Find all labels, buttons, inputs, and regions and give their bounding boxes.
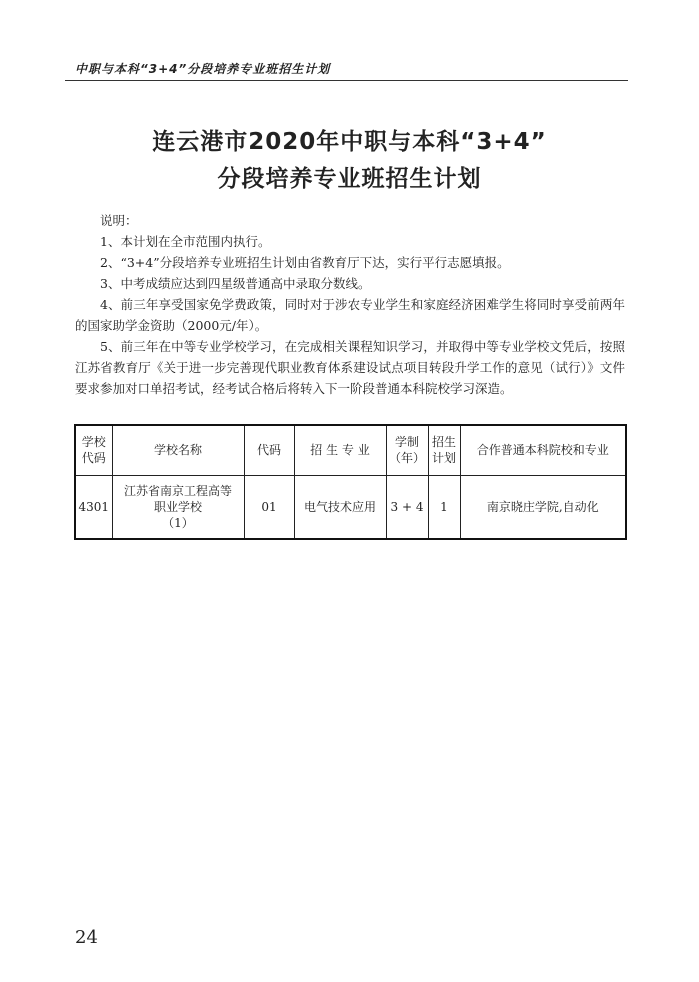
table-row bbox=[75, 475, 626, 539]
cell-school-code: 4301 bbox=[75, 475, 112, 539]
cell-code: 01 bbox=[244, 475, 294, 539]
note-item-4: 4、前三年享受国家免学费政策，同时对于涉农专业学生和家庭经济困难学生将同时享受前两年的国家助学金资助（2000元/年）。 bbox=[75, 297, 625, 333]
notes-heading: 说明： bbox=[100, 213, 138, 228]
running-header: 中职与本科“3+4”分段培养专业班招生计划 bbox=[75, 62, 331, 76]
note-item-1: 1、本计划在全市范围内执行。 bbox=[100, 234, 271, 249]
header-major: 招 生 专 业 bbox=[294, 425, 386, 475]
header-duration: 学制 （年） bbox=[386, 425, 428, 475]
header-rule bbox=[65, 80, 628, 81]
header-school-code: 学校 代码 bbox=[75, 425, 112, 475]
header-quota: 招生 计划 bbox=[428, 425, 460, 475]
enrollment-plan-table bbox=[74, 424, 627, 540]
notes-section bbox=[75, 210, 625, 399]
note-item-5: 5、前三年在中等专业学校学习，在完成相关课程知识学习，并取得中等专业学校文凭后，按照江苏省教育厅《关于进一步完善现代职业教育体系建设试点项目转段升学工作的意见（试行）》文件要求参加对口单招考试，经考试合格后将转入下一阶段普通本科院校学习深造。 bbox=[75, 339, 625, 396]
cell-partner: 南京晓庄学院,自动化 bbox=[460, 475, 626, 539]
header-code: 代码 bbox=[244, 425, 294, 475]
document-title-line-2: 分段培养专业班招生计划 bbox=[217, 166, 482, 192]
table-header-row bbox=[75, 425, 626, 475]
page-number: 24 bbox=[75, 927, 98, 948]
cell-duration: 3 + 4 bbox=[386, 475, 428, 539]
cell-school-name: 江苏省南京工程高等 职业学校 （1） bbox=[112, 475, 244, 539]
cell-major: 电气技术应用 bbox=[294, 475, 386, 539]
cell-quota: 1 bbox=[428, 475, 460, 539]
header-school-name: 学校名称 bbox=[112, 425, 244, 475]
document-title-line-1: 连云港市2020年中职与本科“3+4” bbox=[152, 129, 547, 155]
note-item-2: 2、“3+4”分段培养专业班招生计划由省教育厅下达，实行平行志愿填报。 bbox=[100, 255, 510, 270]
header-partner: 合作普通本科院校和专业 bbox=[460, 425, 626, 475]
note-item-3: 3、中考成绩应达到四星级普通高中录取分数线。 bbox=[100, 276, 371, 291]
